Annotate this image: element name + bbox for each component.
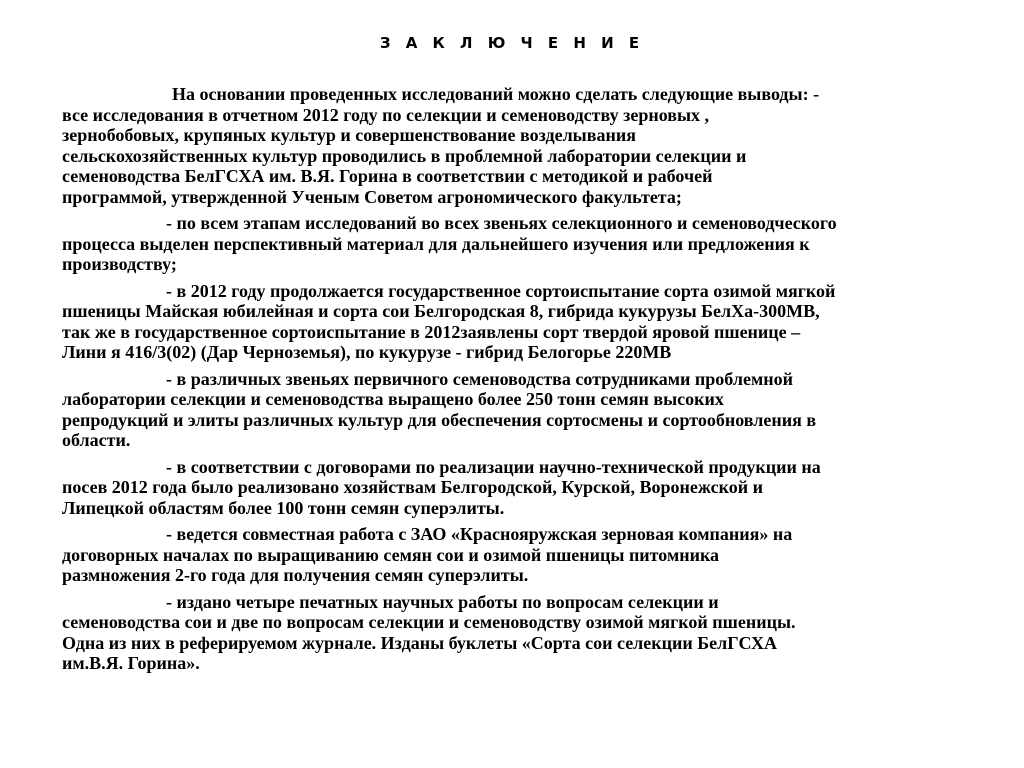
conclusion-body (62, 84, 962, 680)
paragraph-seed-production: - в различных звеньях первичного семеноводства сотрудниками проблемной лаборатории селекции и семеноводства выращено более 250 тонн семян высоких репродукций и элиты различных культур для обеспечения сортосмены и сортообновления в области. (62, 368, 817, 450)
paragraph-promising-material: - по всем этапам исследований во всех звеньях селекционного и семеноводческого процесса выделен перспективный материал для дальнейшего изучения или предложения к производству; (62, 213, 837, 274)
paragraph-cooperation: - ведется совместная работа с ЗАО «Краснояружская зерновая компания» на договорных началах по выращиванию семян сои и озимой пшеницы питомника размножения 2-го года для получения семян суперэлиты. (62, 524, 793, 585)
paragraph-publications: - издано четыре печатных научных работы по вопросам селекции и семеноводства сои и две по вопросам селекции и семеноводству озимой мягкой пшеницы. Одна из них в реферируемом журнале. Изданы буклеты «Сорта сои селекции БелГСХА им.В.Я. Горина». (62, 591, 796, 673)
paragraph-intro: На основании проведенных исследований можно сделать следующие выводы: - все исследования в отчетном 2012 году по селекции и семеноводству зерновых , зернобобовых, крупяных культур и совершенствование возделывания сельскохозяйственных культур проводились в проблемной лаборатории селекции и семеноводства БелГСХА им. В.Я. Горина в соответствии с методикой и рабочей программой, утвержденной Ученым Советом агрономического факультета; (62, 84, 820, 207)
paragraph-variety-testing: - в 2012 году продолжается государственное сортоиспытание сорта озимой мягкой пшеницы Майская юбилейная и сорта сои Белгородская 8, гибрида кукурузы БелХа-300МВ, так же в государственное сортоиспытание в 2012заявлены сорт твердой яровой пшенице – Лини я 416/3(02) (Дар Черноземья), по кукурузе - гибрид Белогорье 220МВ (62, 280, 836, 362)
paragraph-contracts: - в соответствии с договорами по реализации научно-технической продукции на посев 2012 года было реализовано хозяйствам Белгородской, Курской, Воронежской и Липецкой областям более 100 тонн семян суперэлиты. (62, 456, 821, 518)
page-title: З А К Л Ю Ч Е Н И Е (379, 34, 645, 52)
